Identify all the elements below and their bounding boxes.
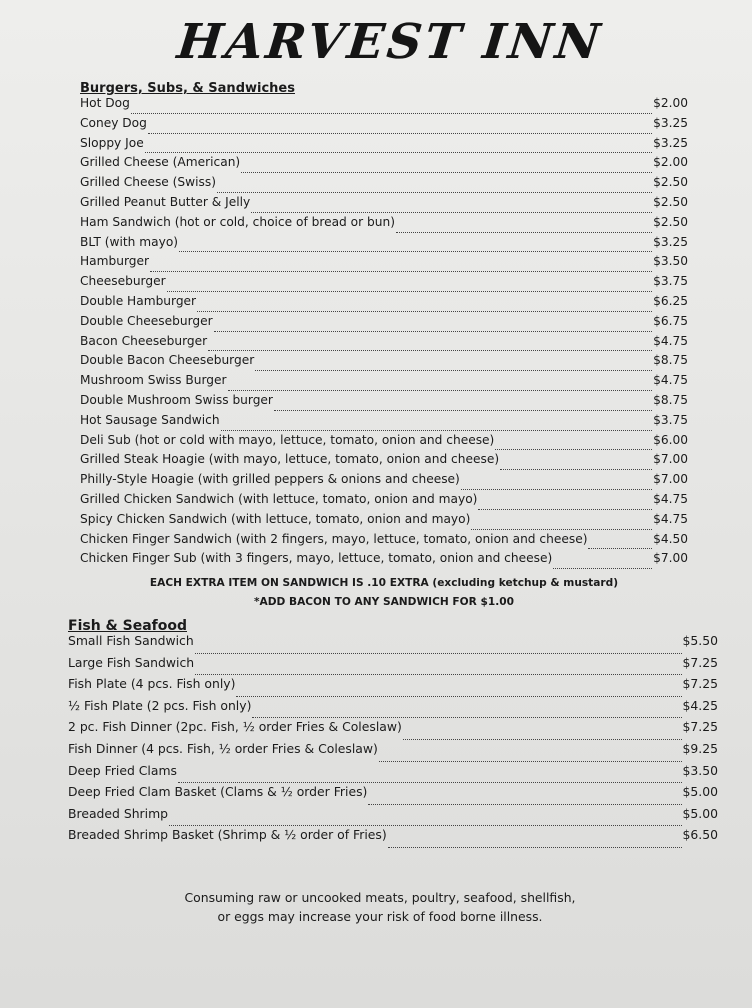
menu-item: [68, 829, 718, 851]
menu-item: [80, 493, 688, 513]
menu-item-price: $8.75: [653, 392, 688, 407]
menu-item-price: $4.75: [653, 373, 688, 388]
health-warning-line-2: or eggs may increase your risk of food borne illness.: [217, 909, 543, 924]
restaurant-title: HARVEST INN: [174, 14, 606, 70]
dot-leader: [252, 717, 681, 718]
menu-item: [80, 275, 688, 295]
menu-item-name: Fish Plate (4 pcs. Fish only): [68, 676, 236, 692]
menu-item: [80, 295, 688, 315]
menu-item: [68, 678, 718, 700]
menu-item-price: $3.50: [653, 254, 688, 269]
menu-item-name: Deep Fried Clam Basket (Clams & ½ order Fries): [68, 784, 368, 800]
menu-item-name: Hot Dog: [80, 96, 130, 110]
menu-item: [80, 236, 688, 256]
menu-item-name: Large Fish Sandwich: [68, 654, 195, 670]
menu-item-price: $2.50: [653, 194, 688, 209]
dot-leader: [236, 696, 681, 697]
menu-item-price: $3.25: [653, 234, 688, 249]
menu-item: [80, 255, 688, 275]
section-title-burgers: Burgers, Subs, & Sandwiches: [80, 81, 295, 96]
menu-item: [80, 117, 688, 137]
dot-leader: [169, 825, 681, 826]
menu-item: [68, 697, 718, 722]
menu-item-price: $3.25: [653, 135, 688, 150]
dot-leader: [167, 291, 653, 292]
menu-item: [68, 721, 718, 743]
dot-leader: [228, 390, 653, 391]
menu-item-name: Double Mushroom Swiss burger: [80, 392, 273, 407]
menu-item: [80, 374, 688, 394]
dot-leader: [368, 804, 681, 805]
menu-item: [80, 434, 688, 454]
menu-item: [68, 805, 718, 830]
dot-leader: [208, 350, 652, 351]
menu-item-price: $4.25: [682, 697, 718, 713]
menu-item-price: $3.75: [653, 412, 688, 427]
dot-leader: [217, 192, 652, 193]
menu-item: [80, 513, 688, 533]
section-burgers: [80, 81, 688, 572]
dot-leader: [403, 739, 682, 740]
menu-item-name: 2 pc. Fish Dinner (2pc. Fish, ½ order Fries & Coleslaw): [68, 719, 402, 735]
menu-item: [68, 654, 718, 679]
dot-leader: [396, 232, 652, 233]
menu-item: [68, 740, 718, 765]
menu-item-price: $4.75: [653, 333, 688, 348]
menu-item: [80, 473, 688, 493]
menu-item: [68, 762, 718, 787]
menu-item: [80, 315, 688, 335]
menu-item: [80, 176, 688, 196]
menu-item-price: $2.50: [653, 214, 688, 229]
dot-leader: [274, 410, 652, 411]
menu-item-price: $6.25: [653, 293, 688, 308]
menu-item-name: Deep Fried Clams: [68, 762, 177, 778]
burgers-list: [80, 97, 688, 572]
dot-leader: [131, 113, 652, 114]
menu-item: [68, 786, 718, 808]
menu-item-price: $5.00: [682, 784, 718, 800]
menu-item-name: Double Bacon Cheeseburger: [80, 353, 255, 368]
menu-item: [80, 552, 688, 572]
menu-item-name: Cheeseburger: [80, 274, 166, 289]
menu-item: [80, 533, 688, 553]
dot-leader: [500, 469, 652, 470]
menu-item-price: $7.00: [653, 452, 688, 467]
menu-item-name: Hamburger: [80, 254, 150, 269]
menu-item-price: $5.50: [682, 633, 718, 648]
dot-leader: [221, 430, 653, 431]
section-fish: [68, 618, 718, 851]
menu-item: [80, 216, 688, 236]
menu-item-price: $7.00: [653, 551, 688, 566]
health-warning-line-1: Consuming raw or uncooked meats, poultry, seafood, shellfish,: [184, 890, 576, 905]
menu-item-price: $6.75: [653, 313, 688, 328]
fish-list: [68, 635, 718, 851]
menu-item-name: Philly-Style Hoagie (with grilled peppers & onions and cheese): [80, 472, 460, 487]
menu-item: [80, 414, 688, 434]
menu-item-price: $7.25: [682, 654, 718, 670]
menu-item: [80, 335, 688, 355]
menu-item-price: $6.00: [653, 432, 688, 447]
menu-item-price: $9.25: [682, 740, 718, 756]
menu-item-name: ½ Fish Plate (2 pcs. Fish only): [68, 697, 252, 713]
menu-item-price: $3.75: [653, 274, 688, 289]
menu-item-name: Hot Sausage Sandwich: [80, 412, 220, 427]
dot-leader: [179, 251, 652, 252]
dot-leader: [195, 674, 681, 675]
dot-leader: [214, 331, 652, 332]
menu-item-name: Chicken Finger Sub (with 3 fingers, mayo, lettuce, tomato, onion and cheese): [80, 551, 553, 566]
menu-item-name: Coney Dog: [80, 115, 147, 130]
dot-leader: [251, 212, 652, 213]
menu-item-price: $2.00: [653, 155, 688, 170]
menu-item-price: $4.50: [653, 531, 688, 546]
menu-item-price: $5.00: [682, 805, 718, 821]
menu-item-price: $4.75: [653, 511, 688, 526]
menu-item-price: $3.25: [653, 115, 688, 130]
dot-leader: [150, 271, 652, 272]
health-warning: [140, 888, 620, 926]
menu-item: [80, 453, 688, 473]
menu-item: [80, 394, 688, 414]
dot-leader: [379, 761, 682, 762]
menu-item-price: $7.00: [653, 472, 688, 487]
dot-leader: [388, 847, 682, 848]
menu-item-name: Grilled Cheese (Swiss): [80, 175, 216, 190]
menu-item-name: Breaded Shrimp Basket (Shrimp & ½ order of Fries): [68, 827, 387, 843]
menu-item: [80, 156, 688, 176]
menu-item-name: Deli Sub (hot or cold with mayo, lettuce, tomato, onion and cheese): [80, 432, 495, 447]
menu-item-name: Grilled Peanut Butter & Jelly: [80, 194, 251, 209]
menu-item: [80, 354, 688, 374]
dot-leader: [145, 152, 652, 153]
menu-item-name: Grilled Cheese (American): [80, 155, 241, 170]
menu-item-price: $8.75: [653, 353, 688, 368]
dot-leader: [553, 568, 652, 569]
dot-leader: [195, 653, 682, 654]
menu-item: [68, 635, 718, 657]
menu-item-price: $2.50: [653, 175, 688, 190]
menu-item-price: $4.75: [653, 491, 688, 506]
dot-leader: [478, 509, 652, 510]
menu-item-name: Double Hamburger: [80, 293, 197, 308]
menu-item: [80, 196, 688, 216]
menu-item-price: $7.25: [682, 719, 718, 735]
menu-item-name: Fish Dinner (4 pcs. Fish, ½ order Fries & Coleslaw): [68, 740, 378, 756]
menu-item-name: Ham Sandwich (hot or cold, choice of bread or bun): [80, 214, 395, 229]
menu-item-name: Spicy Chicken Sandwich (with lettuce, tomato, onion and mayo): [80, 511, 471, 526]
dot-leader: [461, 489, 652, 490]
menu-item-price: $6.50: [682, 827, 718, 843]
menu-item-name: Mushroom Swiss Burger: [80, 373, 227, 388]
dot-leader: [197, 311, 652, 312]
menu-item-price: $2.00: [653, 96, 688, 110]
dot-leader: [495, 449, 652, 450]
menu-item: [80, 137, 688, 157]
menu-item-name: Grilled Chicken Sandwich (with lettuce, tomato, onion and mayo): [80, 491, 478, 506]
menu-item-price: $3.50: [682, 762, 718, 778]
menu-item-name: Grilled Steak Hoagie (with mayo, lettuce, tomato, onion and cheese): [80, 452, 500, 467]
menu-item-name: Small Fish Sandwich: [68, 633, 194, 648]
menu-item-name: Chicken Finger Sandwich (with 2 fingers, mayo, lettuce, tomato, onion and cheese): [80, 531, 588, 546]
dot-leader: [148, 133, 652, 134]
add-bacon-note: *ADD BACON TO ANY SANDWICH FOR $1.00: [253, 596, 514, 608]
dot-leader: [471, 529, 652, 530]
menu-item-name: BLT (with mayo): [80, 234, 179, 249]
section-title-fish: Fish & Seafood: [68, 618, 187, 634]
extra-item-note: EACH EXTRA ITEM ON SANDWICH IS .10 EXTRA (excluding ketchup & mustard): [149, 577, 619, 589]
dot-leader: [241, 172, 652, 173]
menu-item-name: Double Cheeseburger: [80, 313, 213, 328]
menu-item-price: $7.25: [682, 676, 718, 692]
dot-leader: [255, 370, 652, 371]
dot-leader: [588, 548, 652, 549]
menu-item-name: Bacon Cheeseburger: [80, 333, 208, 348]
menu-item-name: Sloppy Joe: [80, 135, 144, 150]
menu-item-name: Breaded Shrimp: [68, 805, 169, 821]
dot-leader: [178, 782, 682, 783]
menu-item: [80, 97, 688, 117]
